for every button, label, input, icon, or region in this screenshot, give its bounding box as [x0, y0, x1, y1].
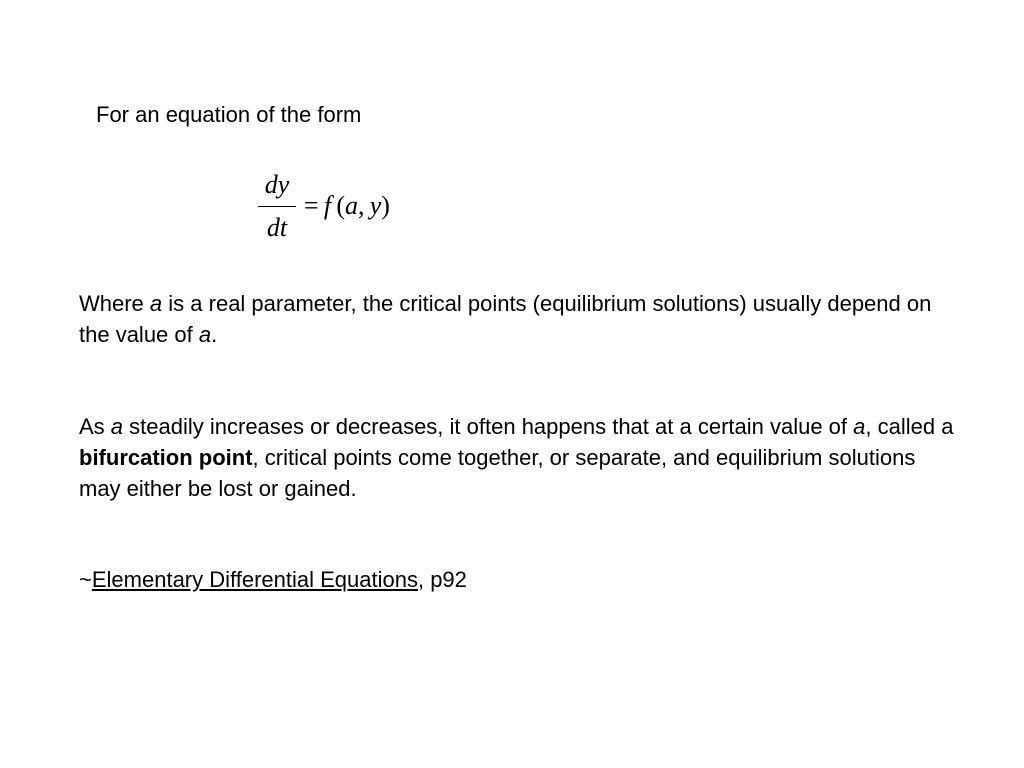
fraction-bar — [258, 206, 296, 207]
derivative-fraction — [258, 168, 296, 245]
function-arg-a: a — [345, 191, 359, 220]
intro-text: For an equation of the form — [96, 102, 362, 127]
citation-page: , p92 — [417, 567, 467, 592]
function-name: f — [323, 191, 332, 220]
open-paren: ( — [336, 191, 346, 220]
para2-text-3: , called a — [865, 414, 954, 439]
para2-text-4: , critical points come together, or separate, and equilibrium solutions may either be lost or gained. — [79, 445, 916, 501]
equals-sign: = — [304, 191, 319, 220]
citation — [79, 564, 959, 595]
arg-comma: , — [358, 191, 365, 220]
close-paren: ) — [381, 191, 390, 220]
para1-text-3: . — [211, 322, 218, 347]
bifurcation-point-term: bifurcation point — [79, 445, 253, 470]
citation-tilde: ~ — [79, 567, 92, 592]
equation-rhs — [304, 189, 390, 223]
fraction-numerator: dy — [264, 169, 290, 199]
para1-text-1: Where — [79, 291, 150, 316]
equation — [258, 164, 390, 248]
para2-var-a: a — [110, 414, 124, 439]
para2-var-a-2: a — [853, 414, 866, 439]
para1-var-a: a — [149, 291, 163, 316]
citation-book-title: Elementary Differential Equations — [91, 567, 418, 592]
function-arg-y: y — [369, 191, 382, 220]
fraction-denominator: dt — [266, 212, 288, 242]
parameter-paragraph — [79, 288, 959, 350]
para2-text-2: steadily increases or decreases, it often happens that at a certain value of — [123, 414, 854, 439]
para1-text-2: is a real parameter, the critical points (equilibrium solutions) usually depend on the value of — [79, 291, 932, 347]
bifurcation-paragraph — [79, 411, 959, 504]
para2-text-1: As — [79, 414, 111, 439]
para1-var-a-2: a — [198, 322, 212, 347]
